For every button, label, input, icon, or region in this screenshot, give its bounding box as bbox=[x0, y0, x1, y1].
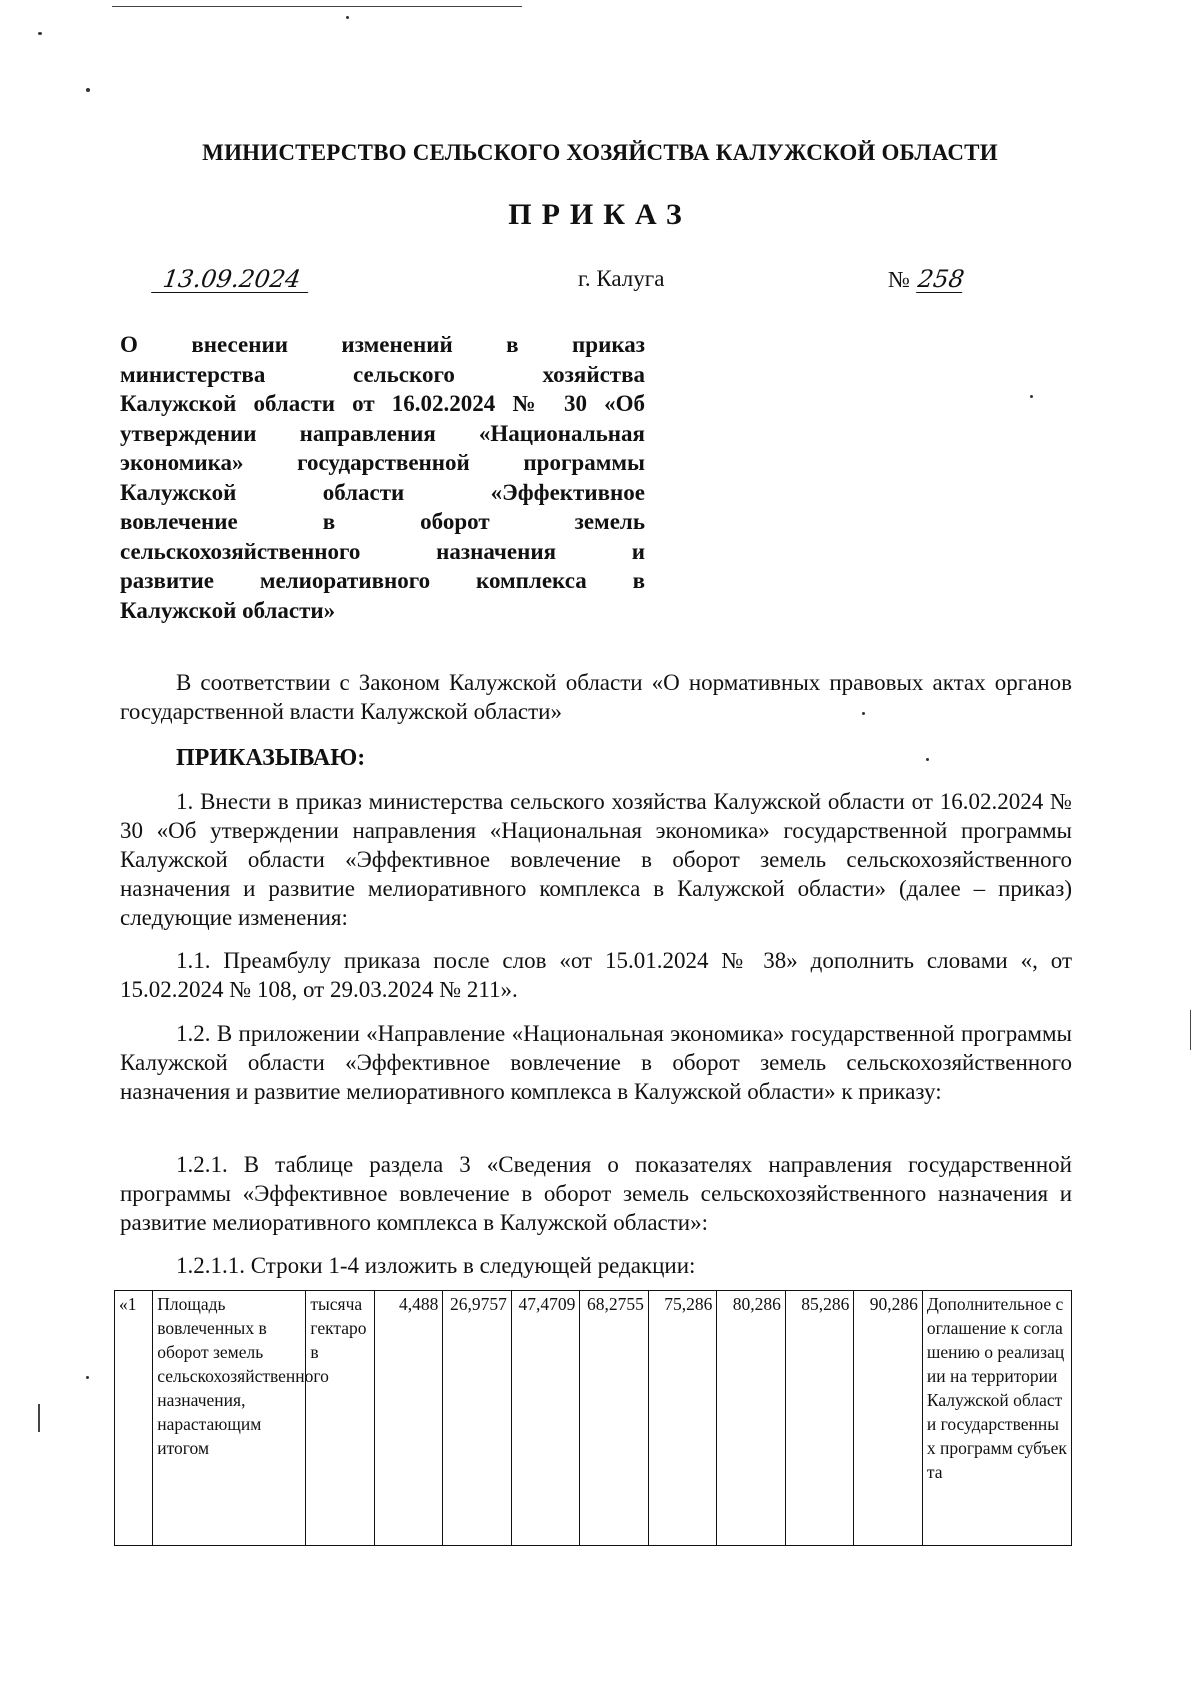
order-city: г. Калуга bbox=[578, 266, 665, 291]
item-1-2-1-paragraph: 1.2.1. В таблице раздела 3 «Сведения о показателях направления государственной программы «Эффективное вовлечение в оборот земель сельскохозяйственного назначения и развитие мелиоративного комплекса в Калужской области»: bbox=[120, 1152, 1072, 1235]
value-cell: 85,286 bbox=[785, 1291, 854, 1546]
item-1-1-paragraph: 1.1. Преамбулу приказа после слов «от 15.01.2024 № 38» дополнить словами «, от 15.02.2024 № 108, от 29.03.2024 № 211». bbox=[120, 948, 1072, 1002]
handwritten-date: 13.09.2024 bbox=[151, 266, 312, 293]
scan-speck bbox=[1030, 395, 1033, 398]
scan-edge-line bbox=[38, 1404, 40, 1432]
order-number bbox=[888, 266, 964, 293]
subject-line: Калужской области «Эффективное bbox=[120, 479, 645, 505]
scan-top-line bbox=[112, 6, 522, 7]
scan-speck bbox=[86, 1376, 89, 1379]
subject-line: министерства сельского хозяйства bbox=[120, 361, 645, 387]
value-cell: 4,488 bbox=[374, 1291, 443, 1546]
subject-line: развитие мелиоративного комплекса в bbox=[120, 568, 645, 593]
value-cell: 75,286 bbox=[648, 1291, 717, 1546]
item-1-2-paragraph: 1.2. В приложении «Направление «Национальная экономика» государственной программы Калужской области «Эффективное вовлечение в оборот земель сельскохозяйственного назначения и развитие мелиоративного комплекса в Калужской области» к приказу: bbox=[120, 1021, 1072, 1104]
subject-line: сельскохозяйственного назначения и bbox=[120, 538, 645, 564]
unit-cell: тысяча гектаров bbox=[306, 1291, 375, 1546]
subject-line: Калужской области» bbox=[120, 597, 336, 623]
indicators-table bbox=[114, 1290, 1072, 1546]
scan-speck bbox=[38, 32, 42, 35]
ministry-name: МИНИСТЕРСТВО СЕЛЬСКОГО ХОЗЯЙСТВА КАЛУЖСКОЙ ОБЛАСТИ bbox=[202, 140, 998, 165]
item-1-paragraph: 1. Внести в приказ министерства сельского хозяйства Калужской области от 16.02.2024 № 30 «Об утверждении направления «Национальная экономика» государственной программы Калужской области «Эффективное вовлечение в оборот земель сельскохозяйственного назначения и развитие мелиоративного комплекса в Калужской области» (далее – приказ) следующие изменения: bbox=[120, 789, 1072, 930]
item-1-2-1-1-paragraph: 1.2.1.1. Строки 1-4 изложить в следующей редакции: bbox=[176, 1253, 696, 1278]
indicator-name-cell: Площадь вовлеченных в оборот земель сельскохозяйственного назначения, нарастающим итогом bbox=[153, 1291, 306, 1546]
handwritten-number: 258 bbox=[916, 265, 966, 293]
scan-speck bbox=[346, 16, 349, 19]
source-cell: Дополнительное соглашение к соглашению о реализации на территории Калужской области государственных программ субъекта bbox=[922, 1291, 1071, 1546]
row-number-cell: «1 bbox=[115, 1291, 153, 1546]
scan-edge-line bbox=[1190, 1010, 1191, 1050]
number-sign: № bbox=[888, 267, 910, 292]
value-cell: 68,2755 bbox=[580, 1291, 649, 1546]
subject-line: Калужской области от 16.02.2024 № 30 «Об bbox=[120, 391, 645, 416]
order-word: ПРИКАЗЫВАЮ: bbox=[176, 745, 366, 771]
value-cell: 47,4709 bbox=[511, 1291, 580, 1546]
order-subject bbox=[120, 330, 645, 625]
order-date bbox=[152, 266, 312, 293]
value-cell: 80,286 bbox=[717, 1291, 786, 1546]
subject-line: О внесении изменений в приказ bbox=[120, 332, 645, 357]
legal-basis-paragraph: В соответствии с Законом Калужской области «О нормативных правовых актах органов государственной власти Калужской области» bbox=[120, 670, 1072, 724]
subject-line: вовлечение в оборот земель bbox=[120, 509, 645, 534]
scan-speck bbox=[86, 88, 90, 92]
subject-line: экономика» государственной программы bbox=[120, 450, 645, 475]
value-cell: 26,9757 bbox=[443, 1291, 512, 1546]
document-type-title: ПРИКАЗ bbox=[508, 198, 692, 231]
value-cell: 90,286 bbox=[854, 1291, 923, 1546]
table-row bbox=[115, 1291, 1072, 1546]
subject-line: утверждении направления «Национальная bbox=[120, 420, 645, 446]
